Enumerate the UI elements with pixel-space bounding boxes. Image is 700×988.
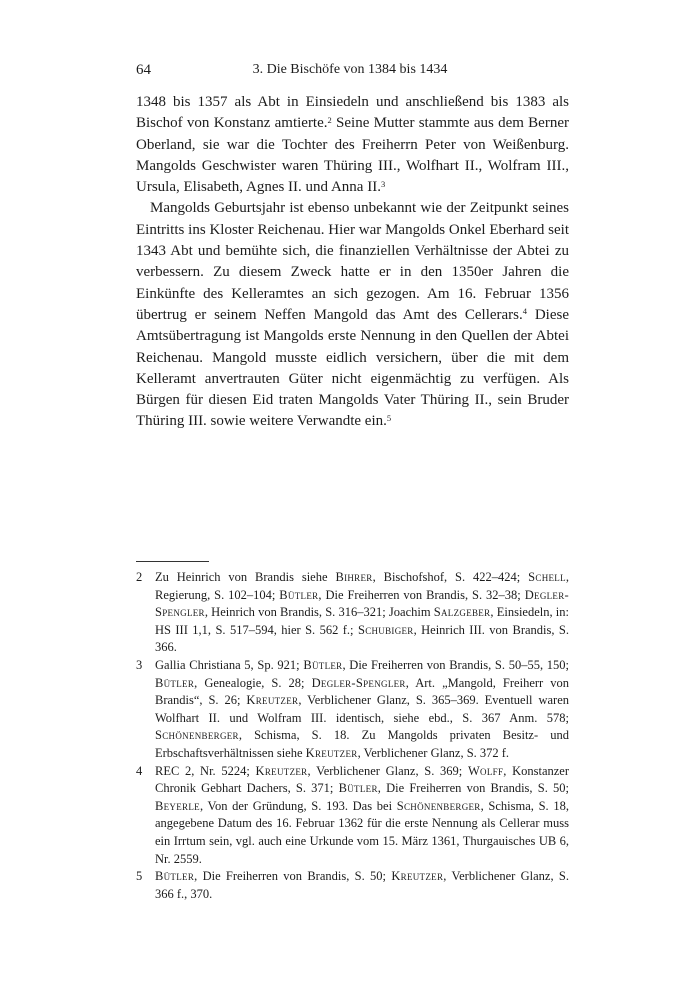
paragraph [136, 92, 569, 198]
footnote-segment: , Verblichener Glanz, S. 372 f. [357, 745, 510, 760]
paragraph-text: Seine Mutter stammte aus dem Berner Oberland, sie war die Tochter des Freiherrn Peter von Weißenburg. Mangolds Geschwister waren Thüring III., Wolfhart II., Wolfram III., Ursula, Elisabeth, Agnes II. und Anna II. [136, 115, 569, 196]
footnote-segment: REC 2, Nr. 5224; [155, 763, 256, 778]
author-name: Degler-Spengler [155, 587, 569, 620]
author-name: Bütler [279, 587, 319, 602]
footnote-number: 4 [136, 763, 143, 778]
footnote-segment: , Einsiedeln, in: HS III 1,1, S. 517–594, hier S. 562 f.; [155, 605, 569, 637]
footnote-segment: , Schisma, S. 18. Zu Mangolds privaten Besitz- und Erbschaftsverhältnissen siehe [155, 728, 569, 760]
body-text [136, 92, 569, 433]
footnote-separator [136, 561, 209, 562]
author-name: Kreutzer [246, 693, 299, 708]
footnote-segment: , Die Freiherren von Brandis, S. 50; [377, 781, 569, 796]
author-name: Schell [528, 570, 566, 584]
footnote-segment: , Bischofshof, S. 422–424; [372, 570, 529, 584]
author-name: Kreutzer [255, 763, 308, 778]
footnote [136, 657, 569, 763]
author-name: Bütler [338, 781, 378, 796]
footnote [136, 569, 569, 657]
footnote-segment: , Heinrich III. von Brandis, S. 366. [155, 622, 569, 655]
footnote-marker: 4 [522, 306, 528, 317]
running-head: 3. Die Bischöfe von 1384 bis 1434 [252, 62, 448, 77]
author-name: Kreutzer [391, 869, 444, 884]
footnote-segment: , Die Freiherren von Brandis, S. 50; [194, 869, 392, 884]
footnote-segment: , Art. „Mangold, Freiherr von Brandis“, S. 26; [155, 675, 570, 708]
footnote-marker: 5 [386, 412, 392, 423]
footnote-segment: , Die Freiherren von Brandis, S. 32–38; [318, 587, 525, 602]
author-name: Bütler [303, 657, 343, 672]
footnote-segment: , Von der Gründung, S. 193. Das bei [199, 798, 397, 813]
footnote-segment: , Verblichener Glanz, S. 369; [307, 763, 468, 778]
author-name: Wolff [467, 763, 504, 778]
footnote-number: 2 [136, 570, 143, 584]
footnote [136, 868, 569, 903]
footnote-segment: , Heinrich von Brandis, S. 316–321; Joachim [204, 605, 434, 620]
paragraph-text: Diese Amtsübertragung ist Mangolds erste Nennung in den Quellen der Abtei Reichenau. Mangold musste eidlich versichern, über die mit dem Kelleramt anvertrauten Güter nicht eigenmächtig zu verfügen. Als Bürgen für diesen Eid traten Mangolds Vater Thüring II., sein Bruder Thüring III. sowie weitere Verwandte ein. [136, 306, 569, 430]
author-name: Kreutzer [305, 745, 358, 760]
footnote [136, 763, 569, 869]
footnote-marker: 2 [327, 114, 332, 125]
footnote-text [155, 868, 569, 903]
footnotes [136, 569, 569, 903]
paragraph-text: Mangolds Geburtsjahr ist ebenso unbekannt wie der Zeitpunkt seines Eintritts ins Kloster Reichenau. Hier war Mangolds Onkel Eberhard seit 1343 Abt und bemühte sich, die finanziellen Verhältnisse der Abtei zu verbessern. Zu diesem Zweck hatte er in den 1350er Jahren die Einkünfte des Kelleramtes an sich gezogen. Am 16. Februar 1356 übertrug er seinem Neffen Mangold das Amt des Cellerars. [136, 200, 569, 323]
footnote-segment: , Genealogie, S. 28; [194, 675, 312, 690]
author-name: Schönenberger [155, 728, 239, 743]
page-number: 64 [136, 62, 151, 78]
author-name: Schubiger [357, 622, 414, 637]
footnote-text [155, 763, 569, 869]
author-name: Beyerle [155, 798, 200, 813]
footnote-segment: Gallia Christiana 5, Sp. 921; [155, 657, 304, 672]
footnote-marker: 3 [380, 178, 386, 189]
footnote-segment: Zu Heinrich von Brandis siehe [155, 570, 336, 584]
author-name: Bütler [155, 869, 195, 884]
footnote-segment: , Schisma, S. 18, angegebene Datum des 16. Februar 1362 für die erste Nennung als Cellerar muss ein Irrtum sein, vgl. auch eine Urkunde vom 15. März 1361, Thurgauisches UB 6, Nr. 2559. [155, 798, 569, 866]
author-name: Schönenberger [396, 798, 481, 813]
author-name: Salzgeber [433, 605, 491, 620]
footnote-text [155, 657, 569, 763]
author-name: Degler-Spengler [311, 675, 406, 690]
footnote-segment: , Konstanzer Chronik Gebhart Dachers, S. 371; [155, 763, 569, 796]
author-name: Bütler [155, 675, 195, 690]
footnote-segment: , Regierung, S. 102–104; [155, 570, 570, 602]
footnote-segment: , Verblichener Glanz, S. 365–369. Eventuell waren Wolfhart II. und Wolfram III. identisch, siehe ebd., S. 367 Anm. 578; [155, 693, 569, 725]
footnote-segment: , Verblichener Glanz, S. 366 f., 370. [155, 869, 569, 901]
paragraph [136, 198, 569, 432]
footnote-number: 5 [136, 869, 143, 884]
footnote-segment: , Die Freiherren von Brandis, S. 50–55, 150; [342, 657, 569, 672]
footnote-number: 3 [136, 657, 143, 672]
paragraph-text: 1348 bis 1357 als Abt in Einsiedeln und anschließend bis 1383 als Bischof von Konstanz amtierte. [136, 94, 569, 132]
author-name: Bihrer [335, 570, 373, 584]
footnote-text [155, 569, 569, 657]
